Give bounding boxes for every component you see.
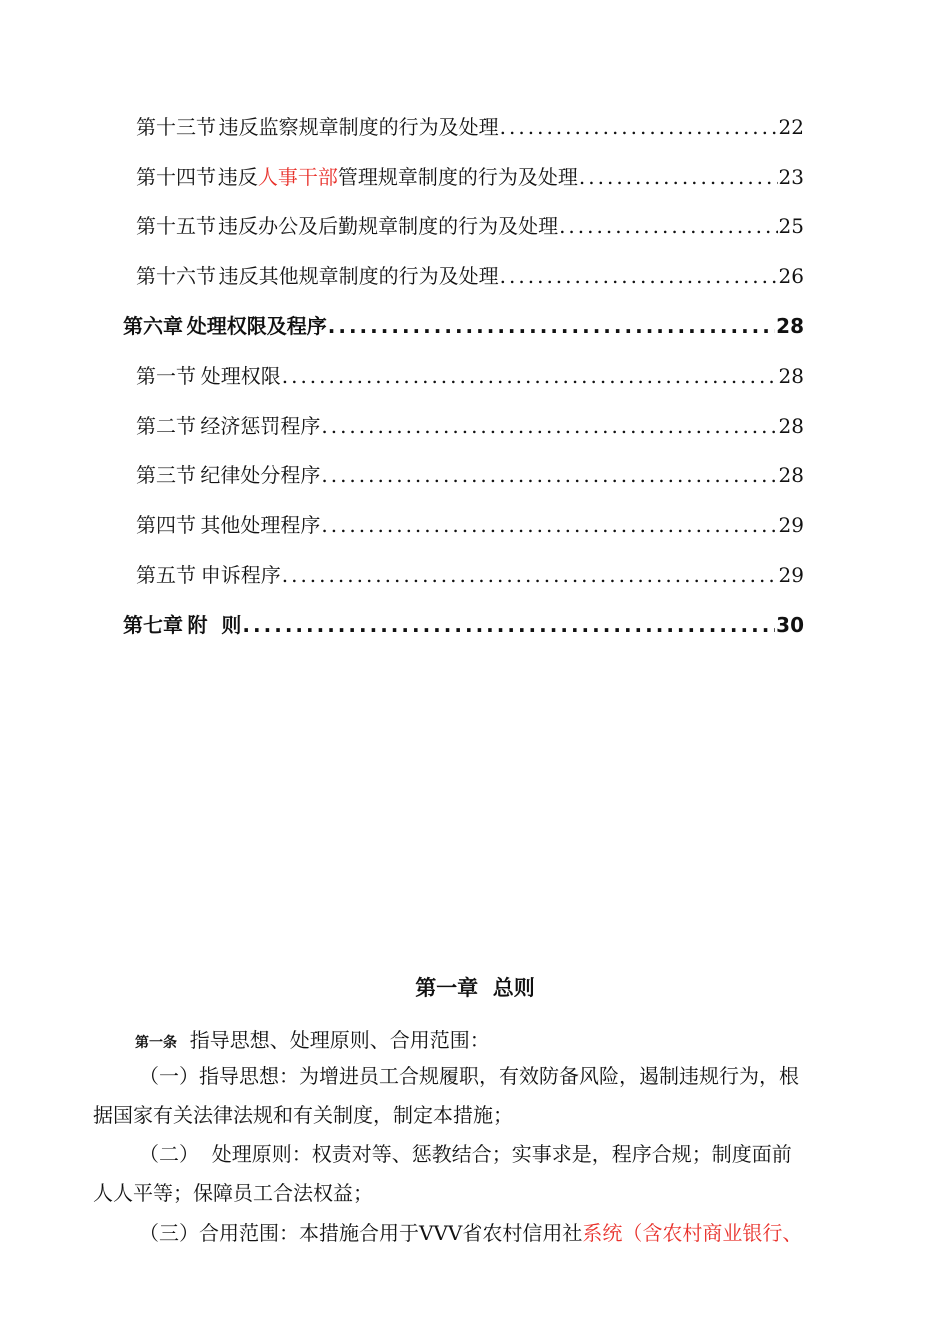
paragraph-first-line: （二） 处理原则：权责对等、惩教结合；实事求是，程序合规；制度面前 bbox=[139, 1142, 792, 1166]
toc-entry-label: 第三节 bbox=[136, 463, 196, 487]
toc-leader-dots bbox=[500, 114, 778, 140]
highlighted-text: 人事干部 bbox=[257, 165, 338, 189]
toc-entry-label: 第十六节 bbox=[136, 264, 216, 288]
article-number: 第一条 bbox=[135, 1035, 177, 1051]
article-heading bbox=[135, 1024, 490, 1053]
highlighted-text: 系统（含农村商业银行、 bbox=[582, 1221, 803, 1245]
toc-entry-label: 第十五节 bbox=[136, 214, 216, 238]
toc-entry-page: 29 bbox=[778, 563, 804, 587]
toc-entry[interactable] bbox=[136, 462, 804, 488]
toc-entry-page: 22 bbox=[778, 115, 804, 139]
toc-entry-page: 28 bbox=[778, 414, 804, 438]
toc-entry[interactable] bbox=[136, 164, 804, 190]
toc-entry-title: 违反办公及后勤规章制度的行为及处理 bbox=[218, 214, 559, 238]
toc-entry-title: 违反其他规章制度的行为及处理 bbox=[218, 264, 499, 288]
toc-entry-title: 申诉程序 bbox=[200, 563, 281, 587]
paragraph-first-line: （一）指导思想：为增进员工合规履职，有效防备风险，遏制违规行为，根 bbox=[139, 1064, 799, 1088]
toc-entry[interactable] bbox=[136, 512, 804, 538]
toc-leader-dots bbox=[321, 462, 777, 488]
toc-chapter-entry[interactable] bbox=[123, 612, 804, 638]
paragraph bbox=[93, 1214, 883, 1253]
toc-leader-dots bbox=[321, 512, 777, 538]
toc-leader-dots bbox=[500, 263, 778, 289]
toc-entry[interactable] bbox=[136, 213, 804, 239]
toc-entry-label: 第七章 bbox=[123, 613, 183, 637]
toc-entry-page: 26 bbox=[778, 264, 804, 288]
toc-entry-title: 处理权限及程序 bbox=[186, 314, 327, 338]
toc-entry-page: 25 bbox=[778, 214, 804, 238]
toc-entry-title: 其他处理程序 bbox=[200, 513, 321, 537]
toc-entry[interactable] bbox=[136, 562, 804, 588]
toc-entry-title: 违反监察规章制度的行为及处理 bbox=[218, 115, 499, 139]
toc-entry-title: 处理权限 bbox=[200, 364, 281, 388]
toc-leader-dots bbox=[282, 562, 778, 588]
toc-chapter-entry[interactable] bbox=[123, 313, 804, 339]
toc-entry-page: 28 bbox=[778, 463, 804, 487]
toc-leader-dots bbox=[321, 413, 777, 439]
toc-entry-page: 29 bbox=[778, 513, 804, 537]
toc-entry-label: 第一节 bbox=[136, 364, 196, 388]
toc-leader-dots bbox=[242, 612, 775, 638]
article-title: 指导思想、处理原则、合用范围： bbox=[189, 1028, 490, 1052]
toc-entry[interactable] bbox=[136, 363, 804, 389]
toc-entry-label: 第四节 bbox=[136, 513, 196, 537]
toc-entry-title: 违反人事干部管理规章制度的行为及处理 bbox=[217, 165, 578, 189]
paragraph-continuation: 人人平等；保障员工合法权益； bbox=[93, 1181, 373, 1205]
toc-entry-title: 经济惩罚程序 bbox=[200, 414, 321, 438]
paragraph-first-line: （三）合用范围：本措施合用于VVV省农村信用社系统（含农村商业银行、 bbox=[139, 1221, 803, 1245]
paragraph bbox=[93, 1135, 883, 1213]
toc-entry-label: 第十三节 bbox=[136, 115, 216, 139]
toc-entry-label: 第六章 bbox=[123, 314, 183, 338]
toc-entry[interactable] bbox=[136, 263, 804, 289]
paragraph-continuation: 据国家有关法律法规和有关制度，制定本措施； bbox=[93, 1103, 513, 1127]
toc-entry-page: 28 bbox=[778, 364, 804, 388]
chapter-heading: 第一章 总则 bbox=[415, 976, 535, 1000]
toc-entry-label: 第十四节 bbox=[136, 165, 216, 189]
toc-entry-label: 第五节 bbox=[136, 563, 196, 587]
toc-leader-dots bbox=[559, 213, 777, 239]
toc-leader-dots bbox=[282, 363, 778, 389]
toc-entry-title: 附 则 bbox=[187, 613, 242, 637]
toc-entry-page: 30 bbox=[776, 613, 804, 637]
toc-leader-dots bbox=[579, 164, 778, 190]
toc-entry[interactable] bbox=[136, 413, 804, 439]
paragraph bbox=[93, 1057, 883, 1135]
toc-leader-dots bbox=[328, 313, 775, 339]
toc-entry-page: 23 bbox=[778, 165, 804, 189]
toc-entry-page: 28 bbox=[776, 314, 804, 338]
toc-entry[interactable] bbox=[136, 114, 804, 140]
toc-entry-title: 纪律处分程序 bbox=[200, 463, 321, 487]
toc-entry-label: 第二节 bbox=[136, 414, 196, 438]
